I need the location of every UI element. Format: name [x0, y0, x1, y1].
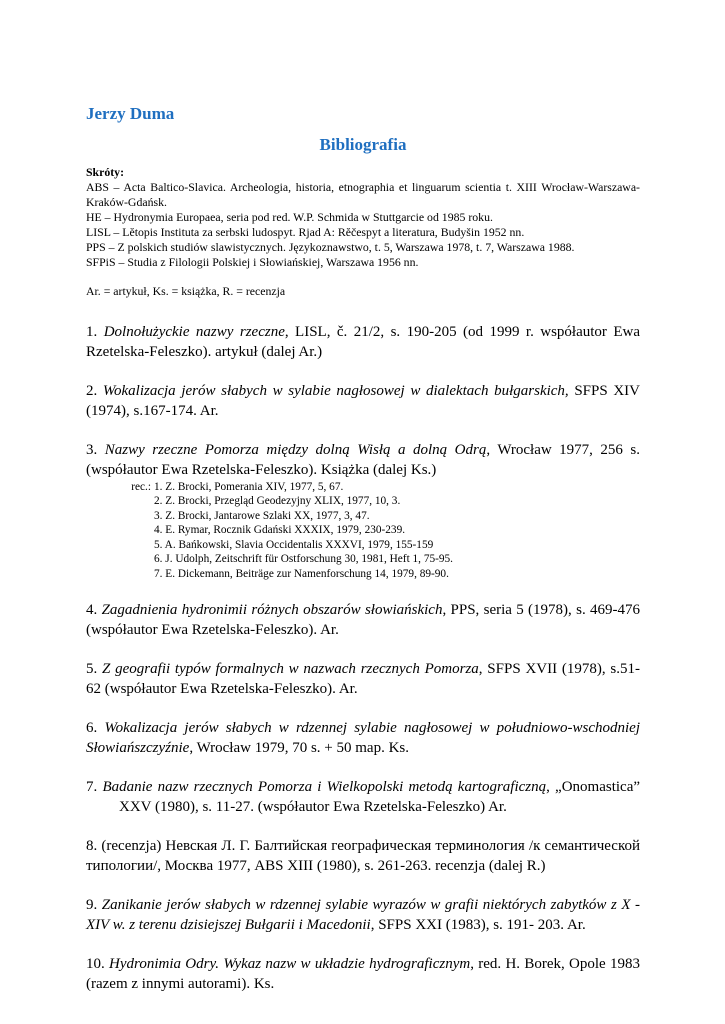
bibliography-entry [86, 954, 640, 994]
review-item: 7. E. Dickemann, Beiträge zur Namenforschung 14, 1979, 89-90. [154, 567, 449, 580]
entry-details: , „Onomastica” XXV (1980), s. 11-27. (współautor Ewa Rzetelska-Feleszko) Ar. [119, 779, 641, 815]
review-row [86, 480, 640, 495]
abbreviation-abs: ABS – Acta Baltico-Slavica. Archeologia, historia, etnographia et linguarum scientia t. XIII Wrocław-Warszawa-Kraków-Gdańsk. [86, 180, 640, 209]
entry-title: Zagadnienia hydronimii różnych obszarów słowiańskich [101, 602, 443, 618]
entry-details: , PPS, seria 5 (1978), s. 469-476 (współautor Ewa Rzetelska-Feleszko). Ar. [86, 602, 641, 638]
bibliography-entry [86, 381, 640, 421]
reviews-prefix: rec.: [131, 480, 151, 493]
review-row [86, 523, 640, 538]
entry-number: 3. [86, 442, 98, 458]
entry-title: Wokalizacja jerów słabych w rdzennej sylabie nagłosowej w południowo-wschodniej Słowiańszczyźnie [86, 720, 641, 756]
review-item: 6. J. Udolph, Zeitschrift für Ostforschung 30, 1981, Heft 1, 75-95. [154, 553, 454, 565]
entry-number: 2. [86, 383, 98, 399]
entry-details: , SFPS XXI (1983), s. 191- 203. Ar. [370, 917, 586, 933]
bibliography-entry [86, 836, 640, 876]
review-row [86, 538, 640, 553]
review-item: 2. Z. Brocki, Przegląd Geodezyjny XLIX, 1977, 10, 3. [154, 495, 401, 507]
entry-title: Z geografii typów formalnych w nazwach rzecznych Pomorza [102, 661, 479, 677]
entry-title: Hydronimia Odry. Wykaz nazw w układzie hydrograficznym [109, 956, 471, 972]
entry-number: 9. [86, 897, 98, 913]
entry-number: 1. [86, 324, 98, 340]
reviews-list [86, 480, 640, 582]
abbreviation-lisl: LISL – Lĕtopis Instituta za serbski ludospyt. Rjad A: Rĕčespyt a literatura, Budyšin 1952 nn. [86, 225, 525, 239]
bibliography-entry [86, 718, 640, 758]
entry-title: Wokalizacja jerów słabych w sylabie nagłosowej w dialektach bułgarskich, [102, 383, 569, 399]
bibliography-entry [86, 440, 640, 480]
bibliography-list [86, 322, 640, 1013]
review-item: 1. Z. Brocki, Pomerania XIV, 1977, 5, 67. [154, 480, 344, 493]
entry-title: Dolnołużyckie nazwy rzeczne [103, 324, 285, 340]
entry-number: 4. [86, 602, 98, 618]
entry-number: 8. [86, 838, 98, 854]
abbreviation-he: HE – Hydronymia Europaea, seria pod red. W.P. Schmida w Stuttgarcie od 1985 roku. [86, 210, 493, 224]
review-row [86, 552, 640, 567]
bibliography-entry [86, 600, 640, 640]
bibliography-entry [86, 659, 640, 699]
review-row [86, 494, 640, 509]
entry-number: 10. [86, 956, 105, 972]
abbreviations-section [86, 165, 640, 299]
entry-details: (recenzja) Невская Л. Г. Балтийская географическая терминология /к семантической типологии/, Москва 1977, ABS XIII (1980), s. 261-263. recenzja (dalej R.) [86, 838, 641, 874]
abbreviation-sfpis: SFPiS – Studia z Filologii Polskiej i Słowiańskiej, Warszawa 1956 nn. [86, 255, 419, 269]
entry-title: Zanikanie jerów słabych w rdzennej sylabie wyrazów w grafii niektórych zabytków z X - XIV w. z terenu dzisiejszej Bułgarii i Macedonii [86, 897, 640, 933]
abbreviation-pps: PPS – Z polskich studiów slawistycznych. Językoznawstwo, t. 5, Warszawa 1978, t. 7, Warszawa 1988. [86, 240, 575, 254]
entry-details: , Wrocław 1979, 70 s. + 50 map. Ks. [189, 740, 409, 756]
bibliography-entry [86, 777, 640, 817]
entry-number: 5. [86, 661, 98, 677]
entry-details: , LISL, č. 21/2, s. 190-205 (od 1999 r. współautor Ewa Rzetelska-Feleszko). artykuł (dalej Ar.) [86, 324, 641, 360]
review-row [86, 567, 640, 582]
page-title: Bibliografia [319, 135, 407, 154]
review-item: 3. Z. Brocki, Jantarowe Szlaki XX, 1977, 3, 47. [154, 509, 370, 522]
review-item: 4. E. Rymar, Rocznik Gdański XXXIX, 1979, 230-239. [154, 524, 406, 536]
review-item: 5. A. Bańkowski, Slavia Occidentalis XXXVI, 1979, 155-159 [154, 538, 434, 551]
entry-number: 6. [86, 720, 98, 736]
abbreviation-legend: Ar. = artykuł, Ks. = książka, R. = recenzja [86, 284, 286, 298]
entry-details: SFPS XIV (1974), s.167-174. Ar. [86, 383, 641, 419]
author-name: Jerzy Duma [86, 104, 175, 123]
entry-title: Nazwy rzeczne Pomorza między dolną Wisłą a dolną Odrą [104, 442, 487, 458]
abbreviations-heading: Skróty: [86, 165, 125, 179]
entry-details: , SFPS XVII (1978), s.51-62 (współautor Ewa Rzetelska-Feleszko). Ar. [86, 661, 640, 697]
entry-details: , red. H. Borek, Opole 1983 (razem z innymi autorami). Ks. [86, 956, 640, 992]
review-row [86, 509, 640, 524]
entry-title: Badanie nazw rzecznych Pomorza i Wielkopolski metodą kartograficzną [102, 779, 547, 795]
entry-details: , Wrocław 1977, 256 s. (współautor Ewa Rzetelska-Feleszko). Książka (dalej Ks.) [86, 442, 640, 478]
bibliography-entry [86, 322, 640, 362]
bibliography-entry [86, 895, 640, 935]
entry-number: 7. [86, 779, 98, 795]
